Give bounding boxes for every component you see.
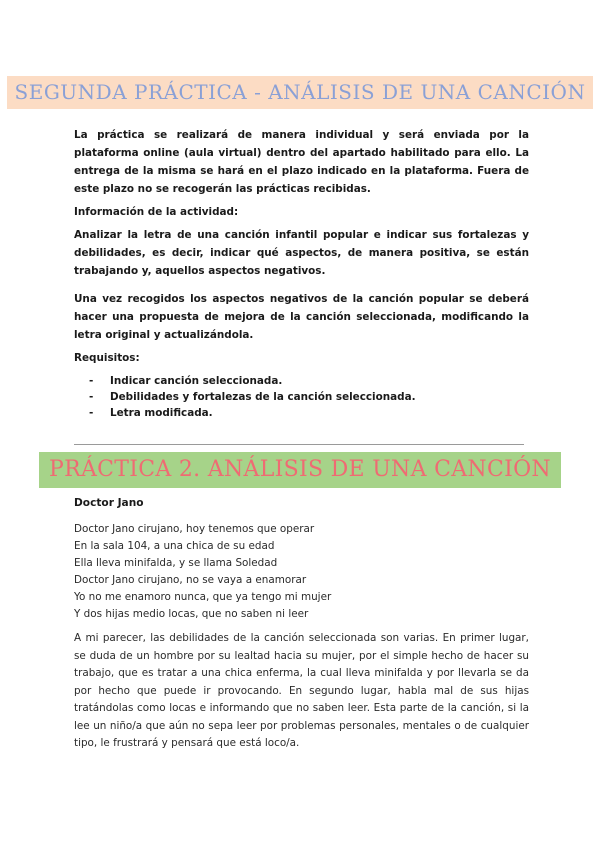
- lyric-line: Doctor Jano cirujano, hoy tenemos que operar: [74, 523, 315, 535]
- practice-title-container: [0, 76, 600, 109]
- dash-bullet: -: [89, 407, 94, 419]
- section-divider: [74, 444, 524, 445]
- lyric-line: Y dos hijas medio locas, que no saben ni leer: [74, 608, 309, 620]
- requirement-text: Debilidades y fortalezas de la canción seleccionada.: [110, 391, 416, 403]
- list-item: [89, 405, 416, 421]
- improvement-proposal-paragraph: Una vez recogidos los aspectos negativos de la canción popular se deberá hacer una propuesta de mejora de la canción seleccionada, modificando la letra original y actualizándola.: [74, 293, 529, 341]
- lyric-line: Doctor Jano cirujano, no se vaya a enamorar: [74, 574, 307, 586]
- lyric-line: Ella lleva minifalda, y se llama Soledad: [74, 557, 278, 569]
- practice2-title: PRÁCTICA 2. ANÁLISIS DE UNA CANCIÓN: [39, 452, 561, 488]
- intro-paragraph: La práctica se realizará de manera individual y será enviada por la plataforma online (aula virtual) dentro del apartado habilitado para ello. La entrega de la misma se hará en el plazo indicado en la plataforma. Fuera de este plazo no se recogerán las prácticas recibidas.: [74, 129, 529, 195]
- requirements-list: [89, 373, 416, 421]
- list-item: [89, 373, 416, 389]
- requirement-text: Letra modificada.: [110, 407, 213, 419]
- list-item: [89, 389, 416, 405]
- activity-info-heading: Información de la actividad:: [74, 206, 239, 218]
- dash-bullet: -: [89, 391, 94, 403]
- song-lyrics: [74, 521, 331, 623]
- requirements-heading: Requisitos:: [74, 352, 140, 364]
- practice-title: SEGUNDA PRÁCTICA - ANÁLISIS DE UNA CANCIÓN: [7, 76, 594, 109]
- lyric-line: En la sala 104, a una chica de su edad: [74, 540, 275, 552]
- requirement-text: Indicar canción seleccionada.: [110, 375, 283, 387]
- practice2-title-container: [0, 452, 600, 488]
- activity-info-paragraph: Analizar la letra de una canción infantil popular e indicar sus fortalezas y debilidades, es decir, indicar qué aspectos, de manera positiva, se están trabajando y, aquellos aspectos negativos.: [74, 229, 529, 277]
- dash-bullet: -: [89, 375, 94, 387]
- lyric-line: Yo no me enamoro nunca, que ya tengo mi mujer: [74, 591, 332, 603]
- analysis-paragraph: A mi parecer, las debilidades de la canción seleccionada son varias. En primer lugar, se duda de un hombre por su lealtad hacia su mujer, por el simple hecho de hacer su trabajo, que es tratar a una chica enferma, la cual lleva minifalda y por llevarla se da por hecho que puede ir provocando. En segundo lugar, habla mal de sus hijas tratándolas como locas e informando que no saben leer. Esta parte de la canción, si la lee un niño/a que aún no sepa leer por problemas personales, mentales o de cualquier tipo, le frustrará y pensará que está loco/a.: [74, 632, 529, 749]
- song-title: Doctor Jano: [74, 497, 144, 509]
